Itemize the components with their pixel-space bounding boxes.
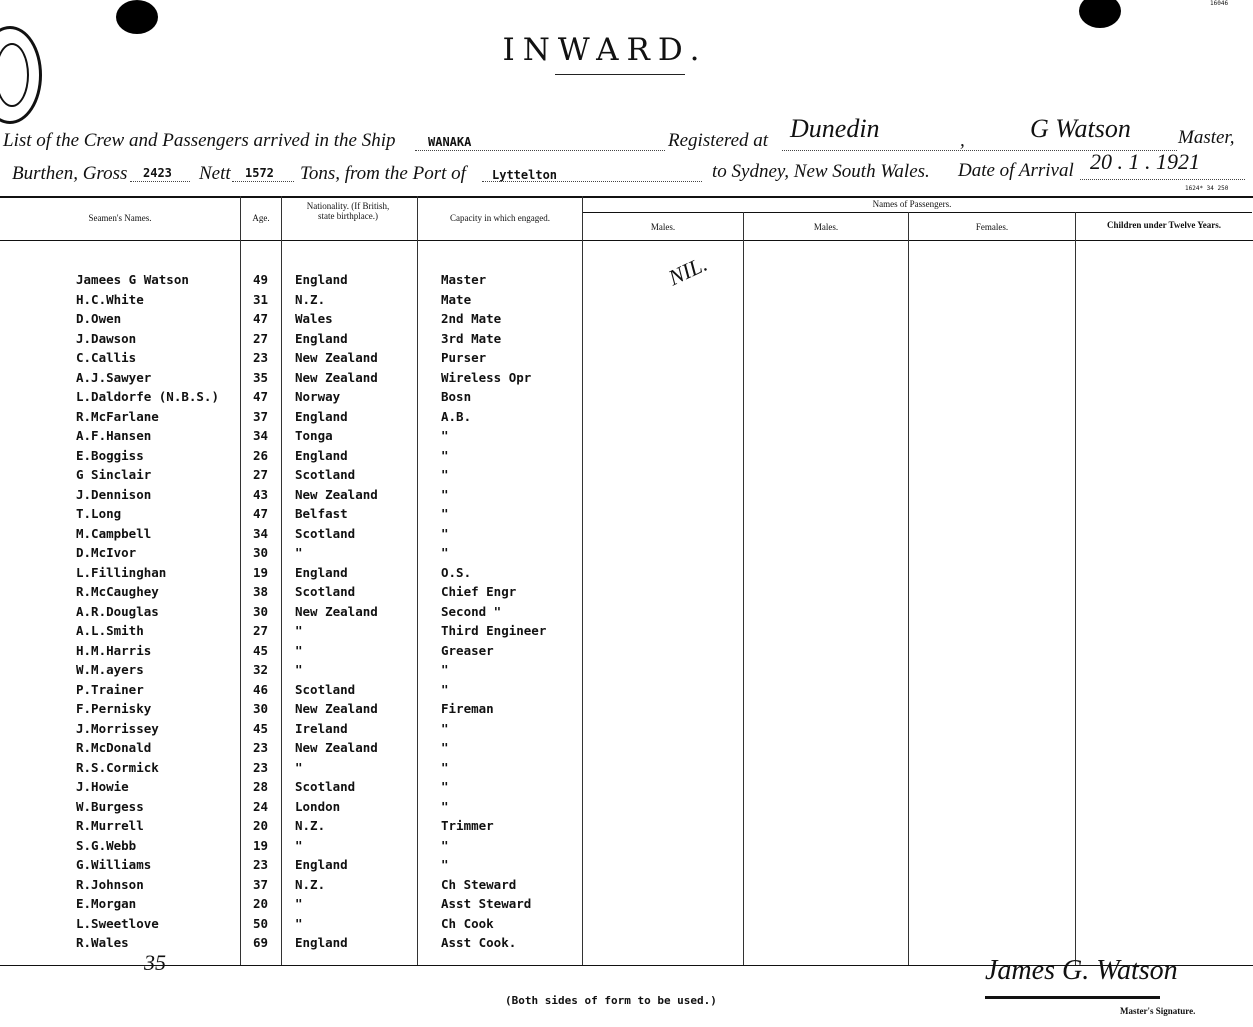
crew-age: 27: [253, 467, 269, 482]
crew-nationality: England: [295, 272, 348, 287]
crew-capacity: Greaser: [441, 643, 494, 658]
crew-capacity: ": [441, 662, 449, 677]
crew-name: L.Fillinghan: [76, 565, 167, 580]
crew-age: 34: [253, 428, 269, 443]
crew-name: A.R.Douglas: [76, 604, 159, 619]
col-divider-capacity: [417, 196, 418, 965]
punch-hole-right: [1079, 0, 1121, 28]
crew-nationality: N.Z.: [295, 818, 326, 833]
crew-name: W.M.ayers: [76, 662, 144, 677]
col-header-females: Females.: [975, 222, 1009, 232]
crew-name: M.Campbell: [76, 526, 152, 541]
crew-capacity: 2nd Mate: [441, 311, 502, 326]
page-title: INWARD.: [502, 32, 708, 68]
crew-age: 43: [253, 487, 269, 502]
crew-capacity: Chief Engr: [441, 584, 517, 599]
crew-nationality: N.Z.: [295, 877, 326, 892]
crew-capacity: Fireman: [441, 701, 494, 716]
crew-age: 24: [253, 799, 269, 814]
crew-capacity: ": [441, 545, 449, 560]
burthen-text: Burthen, Gross: [12, 163, 128, 184]
crew-capacity: 3rd Mate: [441, 331, 502, 346]
crew-nationality: Scotland: [295, 526, 356, 541]
crew-capacity: ": [441, 448, 449, 463]
crew-name: A.F.Hansen: [76, 428, 152, 443]
crew-nationality: ": [295, 662, 303, 677]
nett-value: 1572: [245, 166, 274, 180]
crew-name: C.Callis: [76, 350, 137, 365]
crew-nationality: Scotland: [295, 467, 356, 482]
date-dotline: [1080, 179, 1245, 180]
crew-capacity: Purser: [441, 350, 487, 365]
crew-name: E.Morgan: [76, 896, 137, 911]
crew-name: D.Owen: [76, 311, 122, 326]
passengers-nil: NIL.: [664, 250, 711, 291]
crew-age: 69: [253, 935, 269, 950]
crew-age: 23: [253, 760, 269, 775]
crew-age: 35: [253, 370, 269, 385]
to-text: to Sydney, New South Wales.: [712, 161, 930, 182]
crew-age: 34: [253, 526, 269, 541]
crew-nationality: England: [295, 448, 348, 463]
crew-age: 45: [253, 643, 269, 658]
crew-capacity: Trimmer: [441, 818, 494, 833]
comma: ,: [960, 130, 965, 151]
crew-nationality: England: [295, 565, 348, 580]
crew-nationality: ": [295, 643, 303, 658]
crew-name: D.McIvor: [76, 545, 137, 560]
crew-capacity: Asst Cook.: [441, 935, 517, 950]
crew-nationality: England: [295, 331, 348, 346]
ship-name: WANAKA: [428, 135, 472, 149]
crew-name: E.Boggiss: [76, 448, 144, 463]
crew-capacity: ": [441, 467, 449, 482]
crew-name: W.Burgess: [76, 799, 144, 814]
footer-note: (Both sides of form to be used.): [505, 994, 717, 1007]
crew-name: T.Long: [76, 506, 122, 521]
crew-age: 23: [253, 350, 269, 365]
crew-nationality: ": [295, 545, 303, 560]
crew-capacity: Second ": [441, 604, 502, 619]
crew-nationality: N.Z.: [295, 292, 326, 307]
crew-name: A.L.Smith: [76, 623, 144, 638]
crew-age: 37: [253, 877, 269, 892]
passenger-subheader-rule: [582, 212, 1252, 213]
crew-capacity: Master: [441, 272, 487, 287]
from-port-dotline: [482, 181, 702, 182]
crew-age: 20: [253, 818, 269, 833]
crew-name: R.Murrell: [76, 818, 144, 833]
crew-capacity: ": [441, 526, 449, 541]
crew-nationality: ": [295, 896, 303, 911]
signature-label: Master's Signature.: [1120, 1006, 1196, 1016]
crew-name: L.Sweetlove: [76, 916, 159, 931]
col-divider-females: [908, 212, 909, 965]
title-underline: [555, 74, 685, 75]
crew-nationality: Belfast: [295, 506, 348, 521]
crew-age: 47: [253, 506, 269, 521]
crew-nationality: New Zealand: [295, 604, 378, 619]
crew-nationality: ": [295, 916, 303, 931]
crew-name: F.Pernisky: [76, 701, 152, 716]
master-name-hand: G Watson: [1030, 114, 1131, 143]
crew-capacity: ": [441, 760, 449, 775]
crew-capacity: A.B.: [441, 409, 472, 424]
crew-nationality: England: [295, 409, 348, 424]
crew-name: G.Williams: [76, 857, 152, 872]
crew-name: L.Daldorfe (N.B.S.): [76, 389, 219, 404]
master-text: Master,: [1178, 127, 1235, 148]
col-header-males-1: Males.: [650, 222, 676, 232]
crew-age: 27: [253, 331, 269, 346]
crew-nationality: ": [295, 760, 303, 775]
crew-capacity: Wireless Opr: [441, 370, 532, 385]
crew-nationality: Tonga: [295, 428, 333, 443]
crew-name: R.S.Cormick: [76, 760, 159, 775]
crew-name: J.Dawson: [76, 331, 137, 346]
crew-nationality: Scotland: [295, 584, 356, 599]
col-header-names: Seamen's Names.: [88, 213, 152, 223]
crew-capacity: ": [441, 428, 449, 443]
crew-age: 30: [253, 701, 269, 716]
col-divider-age: [240, 196, 241, 965]
col-divider-passengers: [582, 196, 583, 965]
crew-age: 45: [253, 721, 269, 736]
col-header-males-2: Males.: [813, 222, 839, 232]
page-mark: 35: [144, 950, 166, 975]
crew-nationality: New Zealand: [295, 740, 378, 755]
crew-nationality: London: [295, 799, 341, 814]
crew-capacity: ": [441, 779, 449, 794]
col-header-capacity: Capacity in which engaged.: [450, 213, 550, 223]
crew-capacity: ": [441, 799, 449, 814]
ship-dotline: [415, 150, 665, 151]
crew-capacity: Bosn: [441, 389, 472, 404]
col-divider-nationality: [281, 196, 282, 965]
crew-age: 30: [253, 545, 269, 560]
punch-hole-left: [116, 0, 158, 34]
crew-name: R.Wales: [76, 935, 129, 950]
registered-text: Registered at: [668, 130, 769, 151]
date-value: 20 . 1 . 1921: [1090, 149, 1200, 174]
crew-age: 27: [253, 623, 269, 638]
crew-age: 46: [253, 682, 269, 697]
crew-name: R.McDonald: [76, 740, 152, 755]
crew-nationality: Ireland: [295, 721, 348, 736]
crew-nationality: New Zealand: [295, 487, 378, 502]
crew-capacity: Mate: [441, 292, 472, 307]
from-port: Lyttelton: [492, 168, 558, 182]
crew-name: A.J.Sawyer: [76, 370, 152, 385]
col-header-age: Age.: [252, 213, 270, 223]
crew-capacity: Third Engineer: [441, 623, 547, 638]
crew-age: 47: [253, 311, 269, 326]
crew-capacity: O.S.: [441, 565, 472, 580]
crew-capacity: ": [441, 682, 449, 697]
col-header-children: Children under Twelve Years.: [1106, 220, 1221, 230]
crew-name: J.Morrissey: [76, 721, 159, 736]
table-top-rule: [0, 196, 1253, 198]
crew-name: Jamees G Watson: [76, 272, 189, 287]
crew-name: G Sinclair: [76, 467, 152, 482]
crew-name: P.Trainer: [76, 682, 144, 697]
crew-name: J.Howie: [76, 779, 129, 794]
nett-text: Nett: [199, 163, 231, 184]
form-code: 1624* 34 250: [1185, 185, 1229, 192]
crew-age: 30: [253, 604, 269, 619]
registered-port: Dunedin: [790, 114, 880, 143]
crew-nationality: New Zealand: [295, 701, 378, 716]
crew-age: 19: [253, 838, 269, 853]
crew-capacity: ": [441, 506, 449, 521]
crew-nationality: ": [295, 623, 303, 638]
crew-capacity: ": [441, 740, 449, 755]
master-signature: James G. Watson: [985, 955, 1178, 986]
crew-name: R.Johnson: [76, 877, 144, 892]
crew-age: 28: [253, 779, 269, 794]
crew-capacity: ": [441, 857, 449, 872]
crew-capacity: ": [441, 487, 449, 502]
gross-dotline: [130, 181, 190, 182]
crew-capacity: ": [441, 721, 449, 736]
list-text: List of the Crew and Passengers arrived in the Ship: [3, 130, 396, 151]
tons-text: Tons, from the Port of: [300, 163, 466, 184]
crew-capacity: Ch Cook: [441, 916, 494, 931]
table-header-rule: [0, 240, 1253, 241]
crew-capacity: Ch Steward: [441, 877, 517, 892]
crew-name: S.G.Webb: [76, 838, 137, 853]
crew-name: R.McCaughey: [76, 584, 159, 599]
col-header-passengers: Names of Passengers.: [872, 199, 952, 209]
corner-code: 16046: [1210, 0, 1229, 7]
crew-nationality: Scotland: [295, 682, 356, 697]
crew-nationality: England: [295, 935, 348, 950]
crew-age: 47: [253, 389, 269, 404]
crew-age: 37: [253, 409, 269, 424]
crew-nationality: New Zealand: [295, 350, 378, 365]
crew-name: H.C.White: [76, 292, 144, 307]
crew-nationality: Norway: [295, 389, 341, 404]
crew-age: 23: [253, 740, 269, 755]
crew-name: H.M.Harris: [76, 643, 152, 658]
crew-age: 26: [253, 448, 269, 463]
crew-nationality: New Zealand: [295, 370, 378, 385]
signature-strikeout: [985, 996, 1160, 999]
gross-value: 2423: [143, 166, 172, 180]
crew-age: 20: [253, 896, 269, 911]
crew-age: 38: [253, 584, 269, 599]
crew-nationality: England: [295, 857, 348, 872]
crew-capacity: ": [441, 838, 449, 853]
crew-nationality: Wales: [295, 311, 333, 326]
crew-age: 23: [253, 857, 269, 872]
col-divider-males2: [743, 212, 744, 965]
col-header-nationality: Nationality. (If British, state birthplace.): [306, 201, 390, 221]
crew-nationality: ": [295, 838, 303, 853]
date-text: Date of Arrival: [958, 160, 1074, 181]
crew-age: 31: [253, 292, 269, 307]
col-divider-children: [1075, 212, 1076, 965]
nett-dotline: [232, 181, 294, 182]
crew-age: 50: [253, 916, 269, 931]
crew-name: J.Dennison: [76, 487, 152, 502]
crew-name: R.McFarlane: [76, 409, 159, 424]
crew-age: 32: [253, 662, 269, 677]
crew-age: 49: [253, 272, 269, 287]
office-seal-icon: [0, 26, 42, 124]
crew-capacity: Asst Steward: [441, 896, 532, 911]
crew-age: 19: [253, 565, 269, 580]
crew-nationality: Scotland: [295, 779, 356, 794]
